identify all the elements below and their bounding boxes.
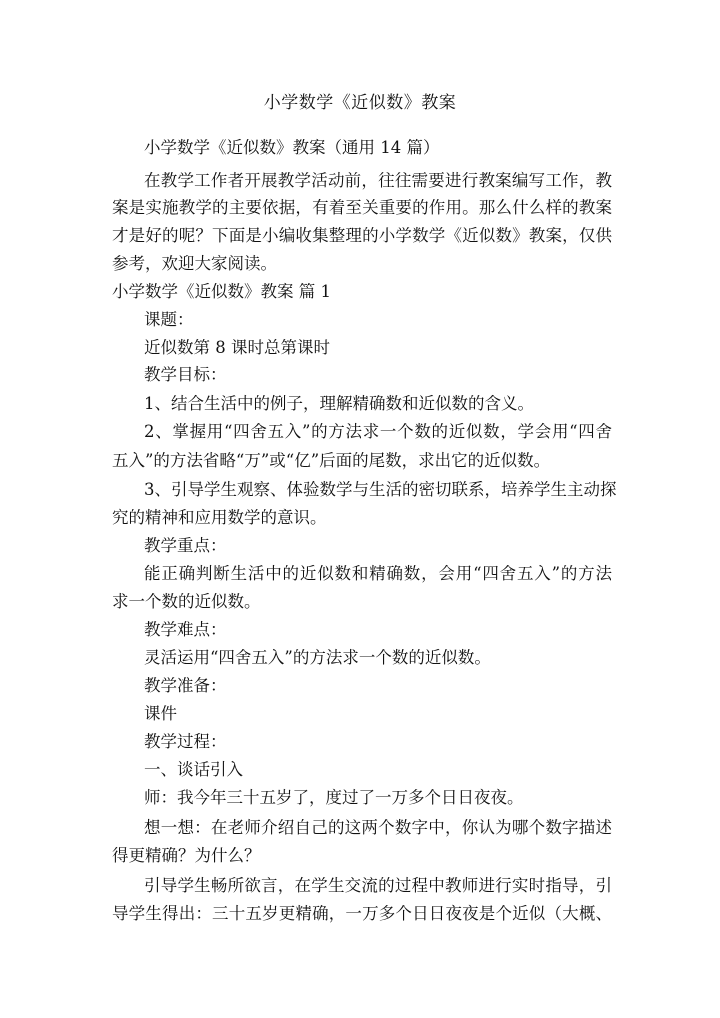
paragraph-line: 在教学工作者开展教学活动前，往往需要进行教案编写工作，教 xyxy=(144,171,612,190)
paragraph-line: 求一个数的近似数。 xyxy=(112,592,261,611)
paragraph-line: 师：我今年三十五岁了，度过了一万多个日日夜夜。 xyxy=(144,788,524,807)
paragraph-line: 参考，欢迎大家阅读。 xyxy=(112,254,277,273)
paragraph-line: 近似数第 8 课时总第课时 xyxy=(144,338,330,357)
paragraph-line: 五入”的方法省略“万”或“亿”后面的尾数，求出它的近似数。 xyxy=(112,451,551,470)
paragraph-line: 教学重点： xyxy=(144,536,227,555)
paragraph-line: 导学生得出：三十五岁更精确，一万多个日日夜夜是个近似（大概、 xyxy=(112,904,612,923)
paragraph-line: 3、引导学生观察、体验数学与生活的密切联系，培养学生主动探 xyxy=(144,480,617,499)
paragraph-line: 教学过程： xyxy=(144,732,227,751)
paragraph-line: 教学准备： xyxy=(144,676,227,695)
paragraph-line: 引导学生畅所欲言，在学生交流的过程中教师进行实时指导，引 xyxy=(144,876,612,895)
paragraph-line: 才是好的呢？下面是小编收集整理的小学数学《近似数》教案，仅供 xyxy=(112,226,612,245)
paragraph-line: 教学难点： xyxy=(144,620,227,639)
paragraph-line: 究的精神和应用数学的意识。 xyxy=(112,508,327,527)
page-title: 小学数学《近似数》教案 xyxy=(263,93,457,113)
paragraph-line: 能正确判断生活中的近似数和精确数，会用“四舍五入”的方法 xyxy=(144,564,612,583)
paragraph-line: 案是实施教学的主要依据，有着至关重要的作用。那么什么样的教案 xyxy=(112,198,612,217)
paragraph-line: 灵活运用“四舍五入”的方法求一个数的近似数。 xyxy=(144,648,491,667)
paragraph-line: 1、结合生活中的例子，理解精确数和近似数的含义。 xyxy=(144,394,534,413)
paragraph-line: 得更精确？为什么？ xyxy=(112,846,261,865)
paragraph-line: 想一想：在老师介绍自己的这两个数字中，你认为哪个数字描述 xyxy=(144,818,612,837)
paragraph-line: 一、谈话引入 xyxy=(144,760,243,779)
paragraph-line: 课件 xyxy=(144,704,177,723)
paragraph-line: 课题： xyxy=(144,310,194,329)
paragraph-line: 小学数学《近似数》教案 篇 1 xyxy=(112,282,331,301)
paragraph-line: 2、掌握用“四舍五入”的方法求一个数的近似数，学会用“四舍 xyxy=(144,422,612,441)
paragraph-line: 小学数学《近似数》教案（通用 14 篇） xyxy=(144,138,440,157)
paragraph-line: 教学目标： xyxy=(144,365,227,384)
